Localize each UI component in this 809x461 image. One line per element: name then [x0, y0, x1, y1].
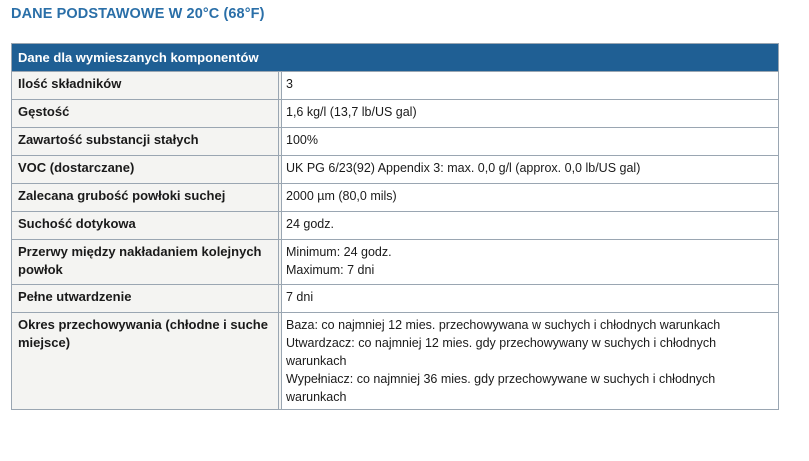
table-row — [12, 239, 778, 284]
row-value: 1,6 kg/l (13,7 lb/US gal) — [281, 100, 778, 127]
row-label: Przerwy między nakładaniem kolejnych powłok — [12, 240, 279, 284]
table-row — [12, 211, 778, 239]
row-label: Ilość składników — [12, 72, 279, 99]
table-row — [12, 312, 778, 409]
row-label: Zalecana grubość powłoki suchej — [12, 184, 279, 211]
row-value: 3 — [281, 72, 778, 99]
table-row — [12, 127, 778, 155]
data-table — [11, 43, 779, 410]
row-label: Pełne utwardzenie — [12, 285, 279, 312]
row-value: 100% — [281, 128, 778, 155]
row-value: 24 godz. — [281, 212, 778, 239]
row-label: Zawartość substancji stałych — [12, 128, 279, 155]
table-header: Dane dla wymieszanych komponentów — [12, 44, 778, 71]
row-value: UK PG 6/23(92) Appendix 3: max. 0,0 g/l (approx. 0,0 lb/US gal) — [281, 156, 778, 183]
table-row — [12, 284, 778, 312]
row-label: Suchość dotykowa — [12, 212, 279, 239]
row-label: VOC (dostarczane) — [12, 156, 279, 183]
row-label: Okres przechowywania (chłodne i suche miejsce) — [12, 313, 279, 409]
row-value: 7 dni — [281, 285, 778, 312]
table-row — [12, 99, 778, 127]
table-row — [12, 183, 778, 211]
row-value: Minimum: 24 godz. Maximum: 7 dni — [281, 240, 778, 284]
page-title: DANE PODSTAWOWE W 20°C (68°F) — [11, 6, 265, 22]
table-row — [12, 71, 778, 99]
table-row — [12, 155, 778, 183]
row-value: 2000 µm (80,0 mils) — [281, 184, 778, 211]
row-value: Baza: co najmniej 12 mies. przechowywana w suchych i chłodnych warunkach Utwardzacz: co najmniej 12 mies. gdy przechowywany w suchych i chłodnych warunkach Wypełniacz: co najmniej 36 mies. gdy przechowywane w suchych i chłodnych warunkach — [281, 313, 778, 409]
row-label: Gęstość — [12, 100, 279, 127]
